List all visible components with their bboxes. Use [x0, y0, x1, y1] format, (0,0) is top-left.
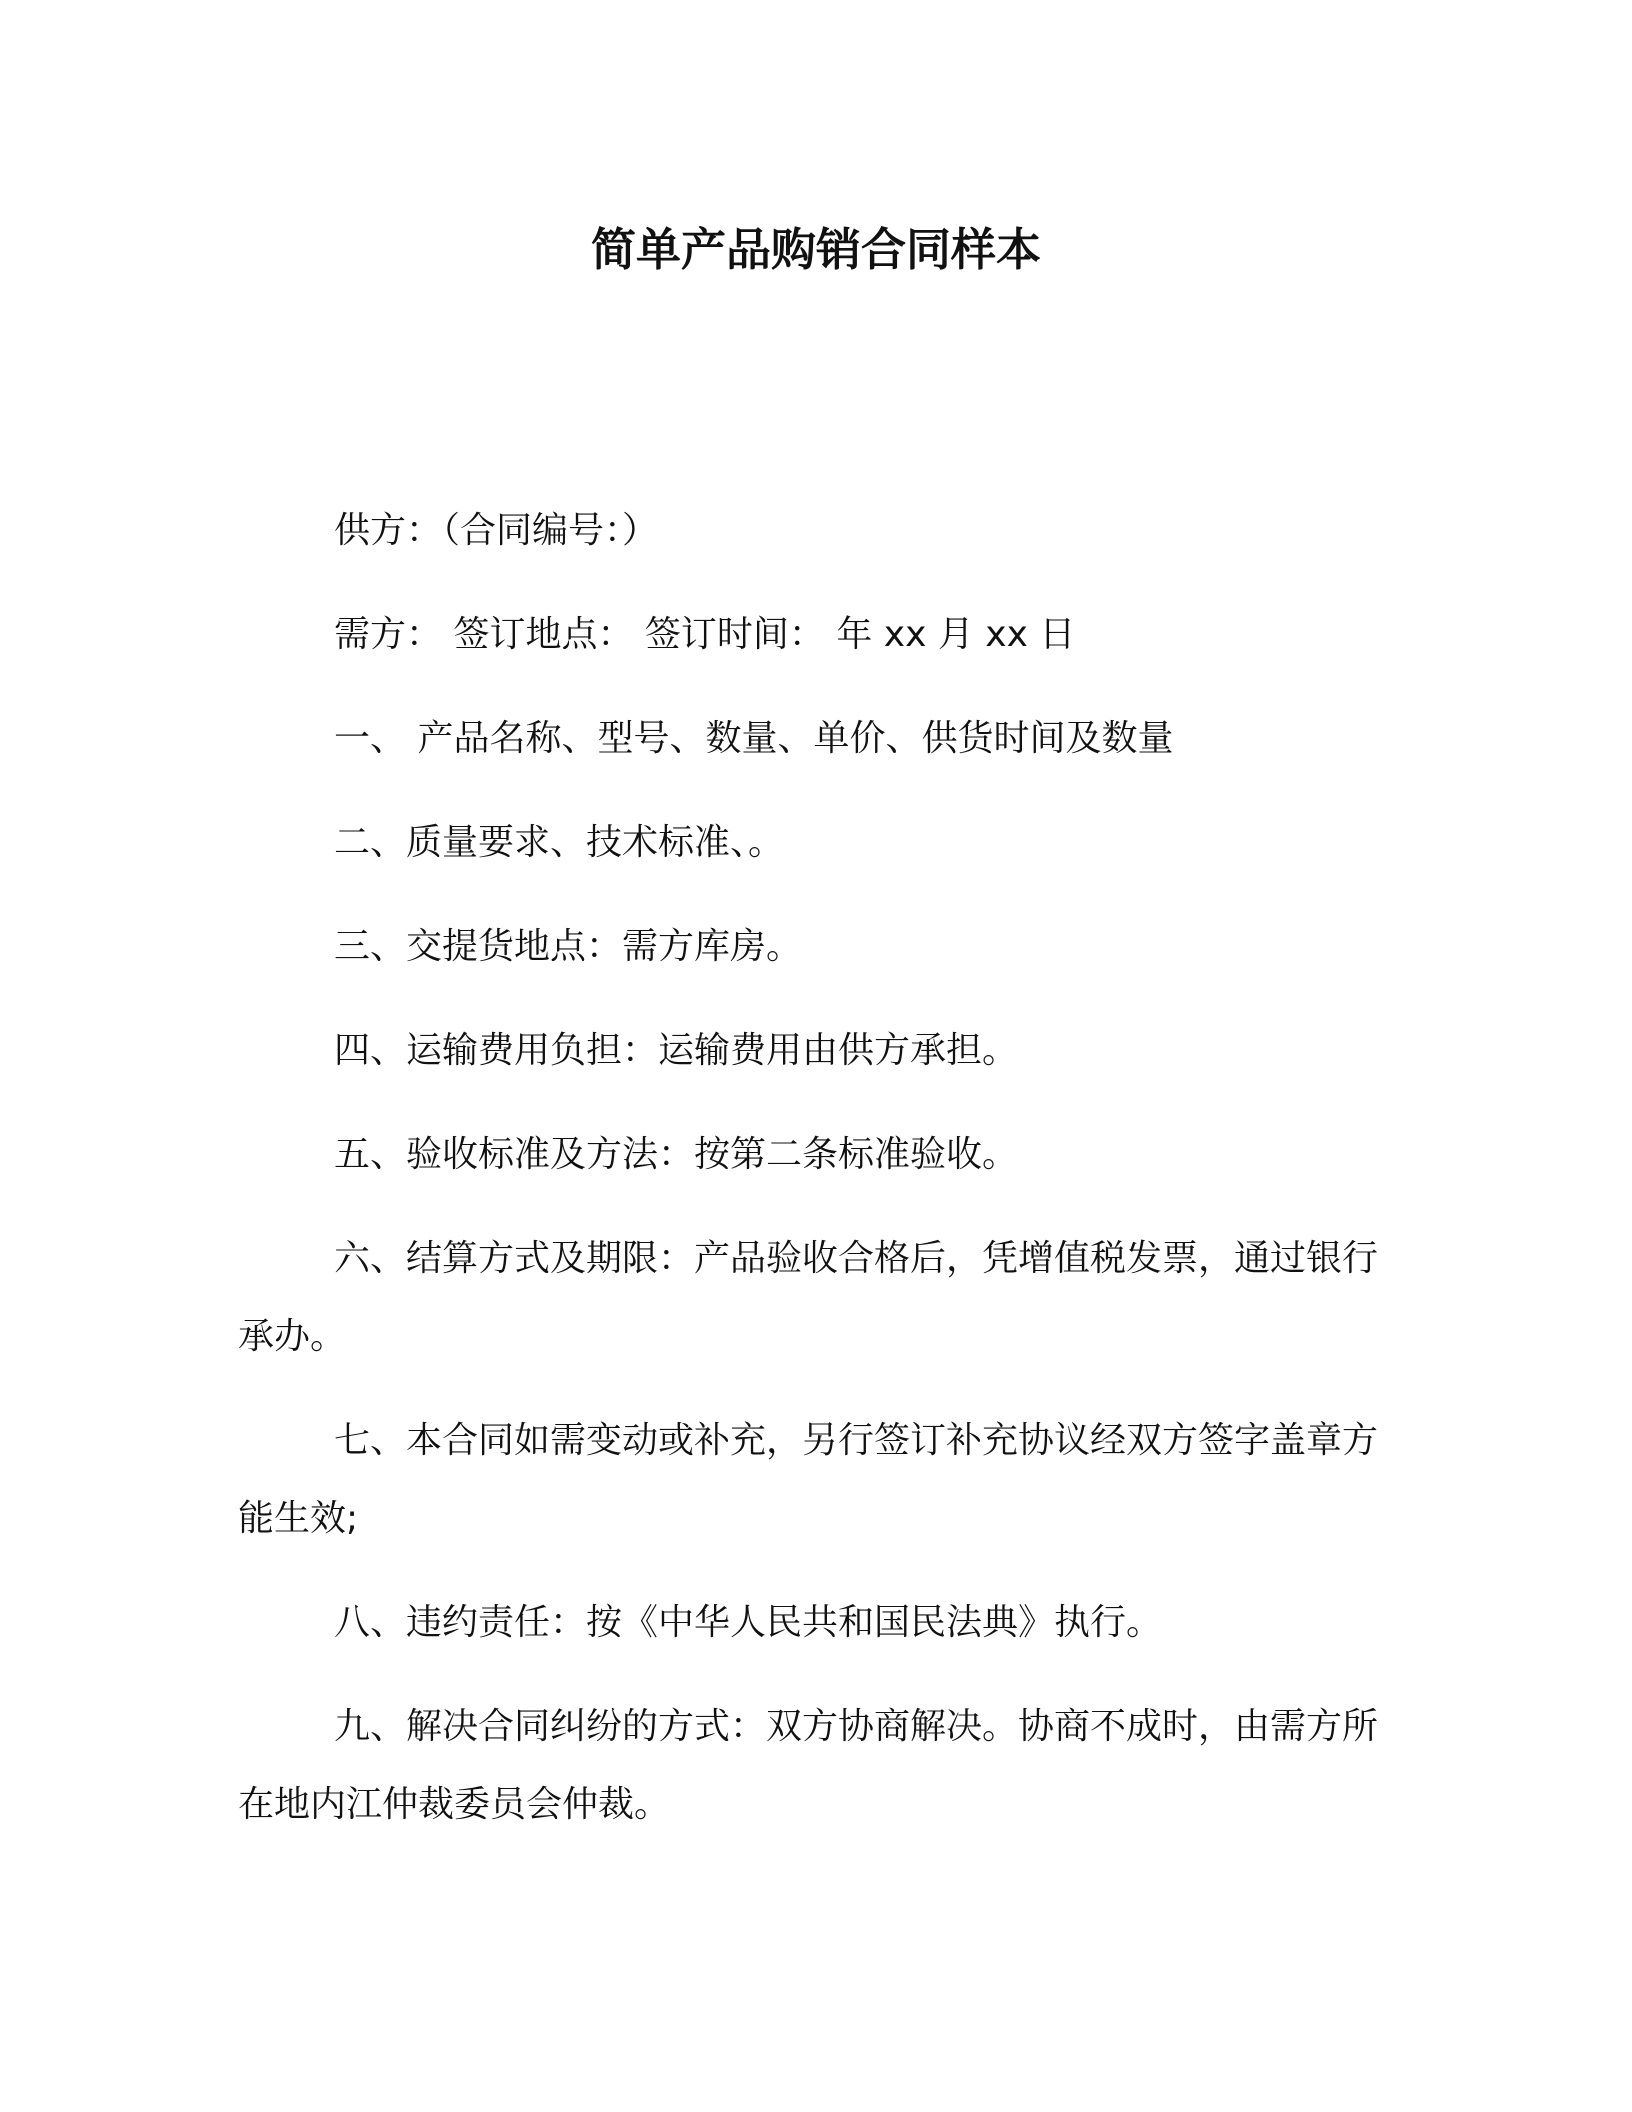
paragraph-supplier: 供方：（合同编号：）	[334, 510, 659, 551]
paragraph-clause-9: 九、解决合同纠纷的方式：双方协商解决。协商不成时，由需方所在地内江仲裁委员会仲裁。	[238, 1706, 1379, 1825]
paragraph-clause-6: 六、结算方式及期限：产品验收合格后，凭增值税发票，通过银行承办。	[238, 1238, 1379, 1357]
paragraph-clause-3: 三、交提货地点：需方库房。	[334, 926, 803, 967]
paragraph-buyer: 需方： 签订地点： 签订时间： 年 xx 月 xx 日	[334, 614, 1076, 655]
paragraph-clause-5: 五、验收标准及方法：按第二条标准验收。	[334, 1134, 1019, 1175]
paragraph-clause-1: 一、 产品名称、型号、数量、单价、供货时间及数量	[334, 718, 1174, 759]
document-body	[238, 492, 1388, 1870]
paragraph-clause-4: 四、运输费用负担：运输费用由供方承担。	[334, 1030, 1019, 1071]
paragraph-clause-2: 二、质量要求、技术标准、。	[334, 822, 785, 863]
paragraph-clause-8: 八、违约责任：按《中华人民共和国民法典》执行。	[334, 1602, 1163, 1643]
document-title: 简单产品购销合同样本	[590, 223, 1041, 276]
paragraph-clause-7: 七、本合同如需变动或补充，另行签订补充协议经双方签字盖章方能生效;	[238, 1420, 1379, 1539]
